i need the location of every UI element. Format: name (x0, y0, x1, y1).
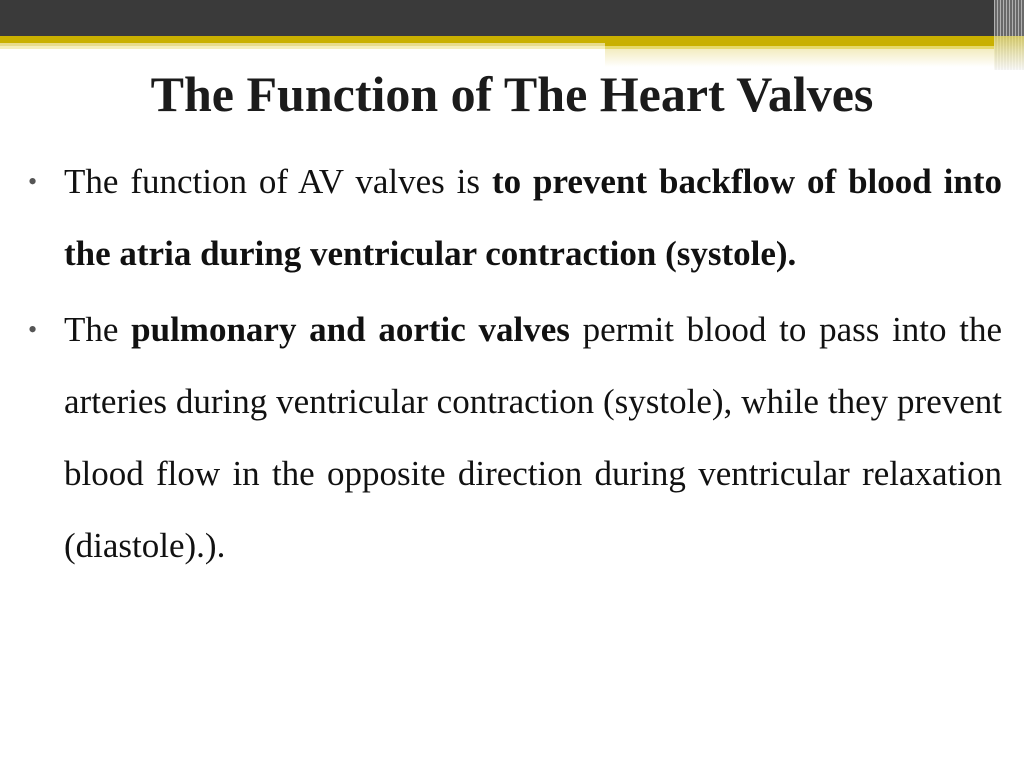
bullet-text: The function of AV valves is (64, 162, 492, 201)
bullet-text: permit blood to pass into the arteries during ventricular contraction (systole), while they prevent blood flow in the opposite direction during ventricular relaxation (diastole).). (64, 310, 1002, 565)
bullet-marker: • (28, 167, 38, 196)
bullet-text-bold: to prevent backflow of blood into the atria during ventricular contraction (systole). (64, 162, 1002, 273)
bullet-marker: • (28, 315, 38, 344)
header-fade-left (0, 43, 605, 51)
slide-title: The Function of The Heart Valves (150, 66, 874, 122)
bullet-text-bold: pulmonary and aortic valves (131, 310, 570, 349)
bullet-item-av-valves (28, 146, 1002, 290)
header-dark-band (0, 0, 1024, 36)
bullet-text: The (64, 310, 132, 349)
bullet-item-semilunar-valves (28, 294, 1002, 582)
bullet-list (28, 146, 1002, 586)
